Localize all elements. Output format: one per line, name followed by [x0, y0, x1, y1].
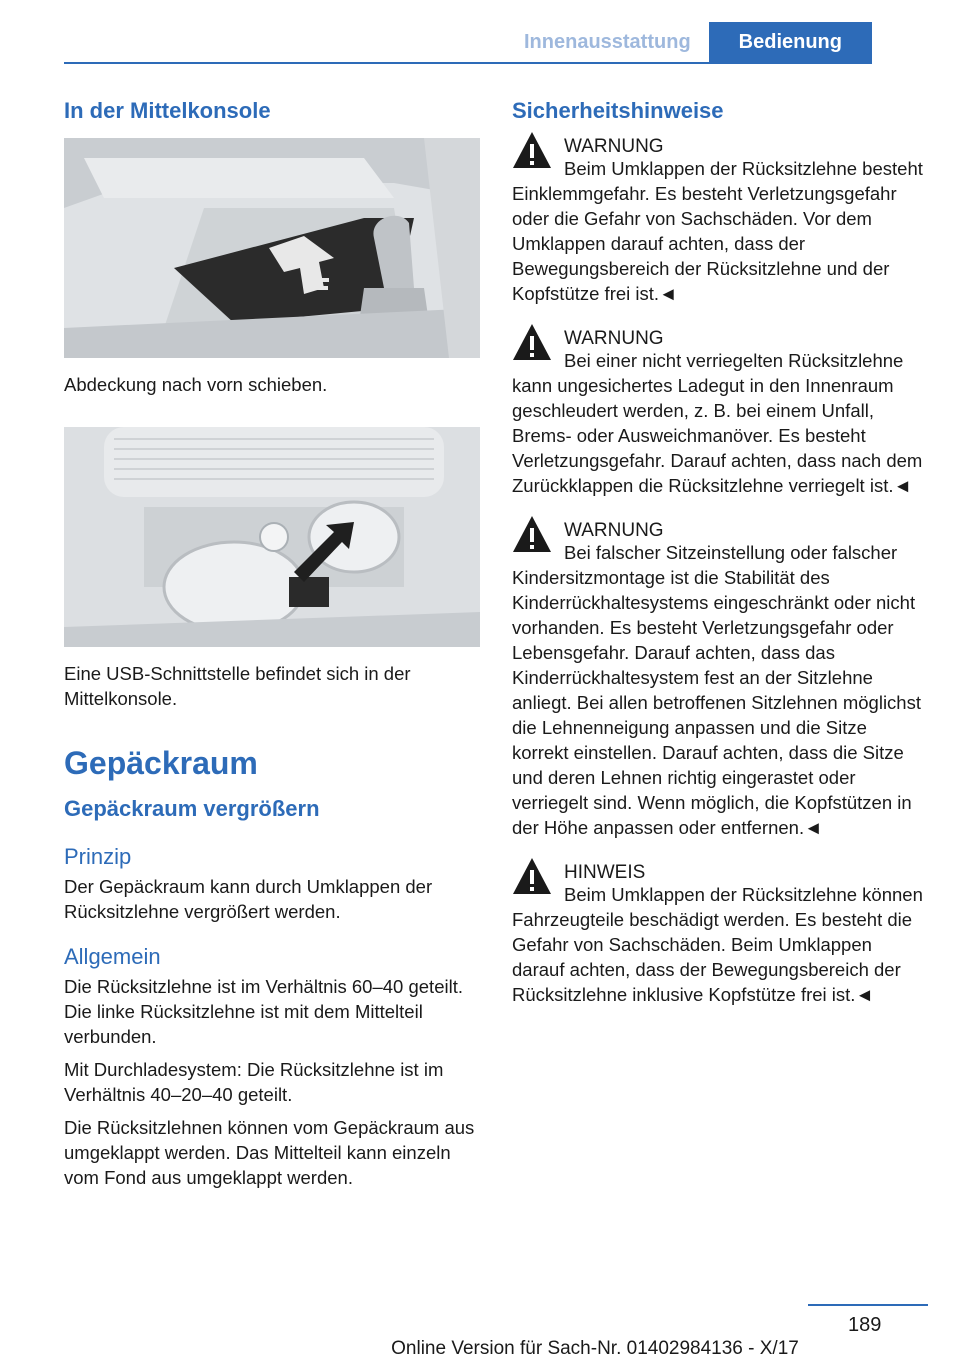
section-title: Gepäckraum vergrößern — [64, 796, 320, 821]
paragraph-allgemein-3: Die Rücksitzlehnen können vom Gepäckraum aus umgeklappt werden. Das Mittelteil kann einzeln vom Fond aus umgeklappt werden. — [64, 1117, 475, 1188]
photo-console-cover — [64, 138, 480, 358]
warning-text: Beim Umklappen der Rücksitzlehne besteht Einklemmgefahr. Es besteht Verletzungsgefahr oder die Gefahr von Sachschäden. Vor dem Umklappen darauf achten, dass der Bewegungsbereich der Rücksitzlehne und der Kopfstütze frei ist.◄ — [512, 158, 923, 304]
notice-label: HINWEIS — [564, 862, 646, 883]
warning-block — [512, 130, 928, 306]
heading-mittelkonsole: In der Mittelkonsole — [64, 98, 271, 123]
warning-triangle-icon — [512, 856, 552, 896]
warning-block — [512, 514, 928, 840]
warning-triangle-icon — [512, 514, 552, 554]
footer-rule — [808, 1304, 928, 1306]
notice-text: Beim Umklappen der Rücksitzlehne können Fahrzeugteile beschädigt werden. Es besteht die Gefahr von Sachschäden. Beim Umklappen darauf achten, dass der Bewegungsbereich der Rücksitzlehne inklusive Kopfstütze frei ist.◄ — [512, 884, 923, 1005]
paragraph-allgemein-2: Mit Durchladesystem: Die Rücksitzlehne ist im Verhältnis 40–20–40 geteilt. — [64, 1059, 444, 1105]
warning-text: Bei einer nicht verriegelten Rücksitzlehne kann ungesichertes Ladegut in den Innenraum geschleudert werden, z. B. bei einem Unfall, Brems- oder Ausweichmanöver. Es besteht Verletzungsgefahr. Darauf achten, dass nach dem Zurückklappen die Rücksitzlehne verriegelt ist.◄ — [512, 350, 923, 496]
warning-text: Bei falscher Sitzeinstellung oder falscher Kindersitzmontage ist die Stabilität des Kinderrückhaltesystems eingeschränkt oder nicht vorhanden. Es besteht Verletzungsgefahr oder Lebensgefahr. Darauf achten, dass das Kinderrückhaltesystem fest an der Sitzlehne anliegt. Bei allen betroffenen Sitzlehnen möglichst die Lehnenneigung anpassen und die Sitze korrekt einstellen. Darauf achten, dass die Sitze und deren Lehnen richtig eingerastet oder verriegelt sind. Wenn möglich, die Kopfstützen in der Höhe anpassen oder entfernen.◄ — [512, 542, 921, 838]
warning-triangle-icon — [512, 130, 552, 170]
subheading-allgemein: Allgemein — [64, 944, 161, 969]
caption-cover: Abdeckung nach vorn schieben. — [64, 374, 328, 395]
heading-sicherheitshinweise: Sicherheitshinweise — [512, 98, 724, 123]
header-tabs — [506, 22, 872, 62]
paragraph-prinzip: Der Gepäckraum kann durch Umklappen der Rücksitzlehne vergrößert werden. — [64, 876, 433, 922]
notice-block — [512, 856, 928, 1007]
warning-block — [512, 322, 928, 498]
subheading-prinzip: Prinzip — [64, 844, 132, 869]
header-rule — [64, 62, 872, 64]
warning-label: WARNUNG — [564, 328, 664, 349]
chapter-title: Gepäckraum — [64, 745, 258, 781]
photo-usb-port — [64, 427, 480, 647]
caption-usb: Eine USB-Schnittstelle befindet sich in der Mittelkonsole. — [64, 663, 411, 709]
right-column — [512, 98, 928, 1023]
warning-label: WARNUNG — [564, 520, 664, 541]
page-number: 189 — [848, 1314, 882, 1336]
warning-label: WARNUNG — [564, 136, 664, 157]
online-version-footer: Online Version für Sach-Nr. 01402984136 - X/17 — [391, 1338, 799, 1359]
tab-bedienung[interactable]: Bedienung — [709, 22, 872, 62]
paragraph-allgemein-1: Die Rücksitzlehne ist im Verhältnis 60–40 geteilt. Die linke Rücksitzlehne ist mit dem Mittelteil verbunden. — [64, 976, 463, 1047]
left-column — [64, 98, 480, 1198]
tab-innenausstattung[interactable]: Innenausstattung — [523, 31, 691, 53]
warning-triangle-icon — [512, 322, 552, 362]
